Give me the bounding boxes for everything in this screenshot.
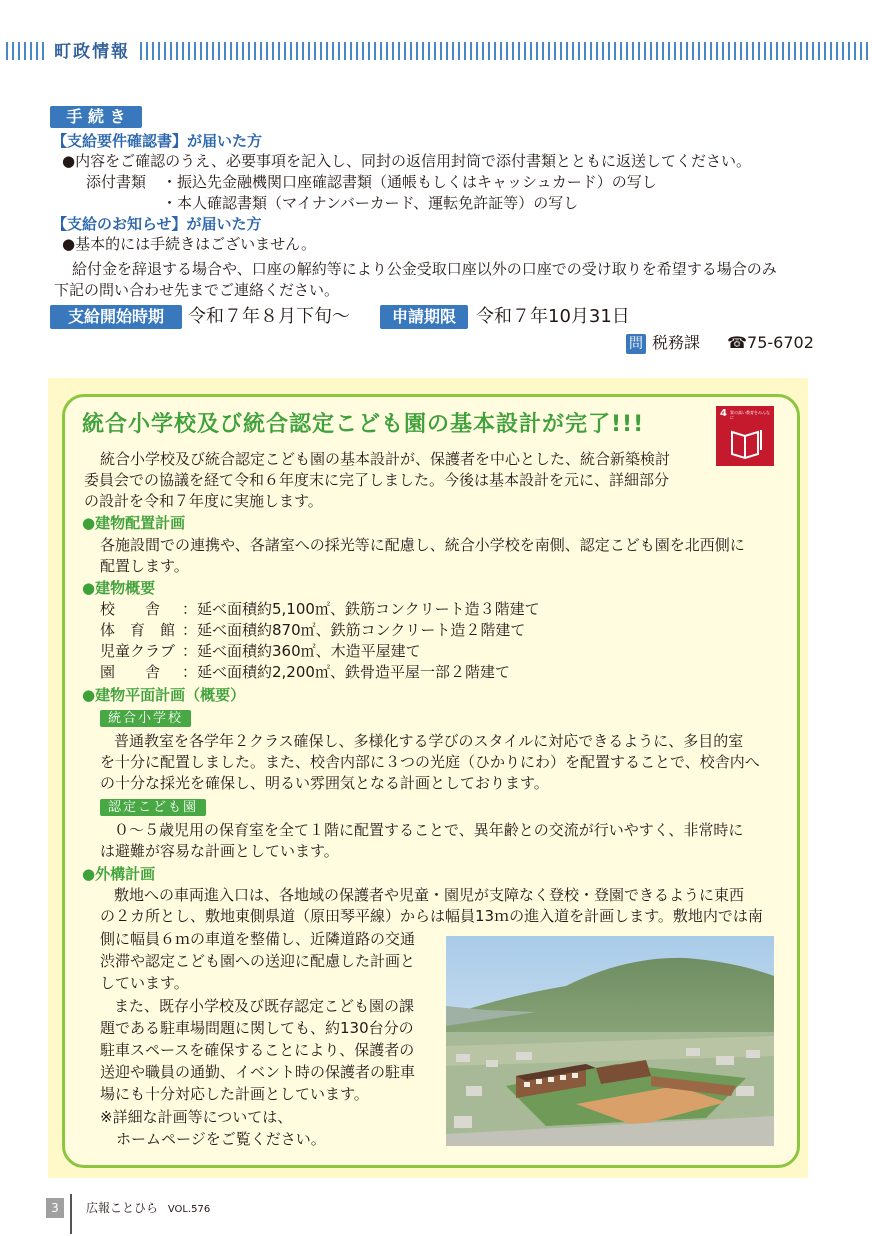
- sdg-4-icon: 4 質の高い教育をみんなに: [716, 406, 774, 466]
- exterior-line-2: の２カ所とし、敷地東側県道（原田琴平線）からは幅員13ｍの進入道を計画します。敷地内では南: [100, 907, 763, 925]
- heading-overview: ●建物概要: [82, 579, 156, 597]
- footer-divider: [70, 1194, 72, 1234]
- kinder-label: 認定こども園: [100, 799, 206, 816]
- exterior-line-8: 駐車スペースを確保することにより、保護者の: [100, 1041, 415, 1059]
- overview-desc-3: ：延べ面積約360㎡、木造平屋建て: [182, 642, 421, 660]
- school-line-2: を十分に配置しました。また、校舎内部に３つの光庭（ひかりにわ）を配置することで、校舎内へ: [100, 753, 760, 771]
- article-title: 統合小学校及び統合認定こども園の基本設計が完了!!!: [82, 412, 645, 437]
- exterior-line-3: 側に幅員６ｍの車道を整備し、近隣道路の交通: [100, 930, 416, 948]
- exterior-line-5: しています。: [100, 974, 189, 992]
- group1-heading: 【支給要件確認書】が届いた方: [52, 132, 263, 150]
- start-label: 支給開始時期: [50, 305, 182, 329]
- group2-bullet: ●基本的には手続きはございません。: [62, 235, 316, 253]
- start-value: 令和７年８月下旬～: [188, 306, 350, 327]
- section-header: [0, 38, 872, 66]
- page-number: 3: [46, 1198, 64, 1218]
- layout-line-1: 各施設間での連携や、各諸室への採光等に配慮し、統合小学校を南側、認定こども園を北西側に: [100, 536, 745, 554]
- overview-desc-1: ：延べ面積約5,100㎡、鉄筋コンクリート造３階建て: [182, 600, 540, 618]
- contact-line: [626, 333, 814, 354]
- exterior-line-6: また、既存小学校及び既存認定こども園の課: [114, 997, 415, 1015]
- note-line-2: 下記の問い合わせ先までご連絡ください。: [54, 281, 340, 299]
- school-aerial-image: [446, 936, 774, 1146]
- deadline-value: 令和７年10月31日: [476, 306, 630, 327]
- attach-item-2: ・本人確認書類（マイナンバーカード、運転免許証等）の写し: [162, 194, 579, 212]
- contact-phone: ☎75-6702: [727, 333, 814, 352]
- attach-item-1: ・振込先金融機関口座確認書類（通帳もしくはキャッシュカード）の写し: [162, 173, 657, 191]
- school-label: 統合小学校: [100, 710, 191, 727]
- inquiry-icon: 問: [626, 334, 646, 354]
- school-line-3: の十分な採光を確保し、明るい雰囲気となる計画としております。: [100, 774, 549, 792]
- deadline-label: 申請期限: [380, 305, 468, 329]
- intro-line-1: 統合小学校及び統合認定こども園の基本設計が、保護者を中心とした、統合新築検討: [100, 450, 671, 468]
- header-stripes-right: [140, 42, 870, 60]
- overview-name-1: 校 舎: [100, 600, 161, 618]
- exterior-note-2: ホームページをご覧ください。: [116, 1130, 326, 1148]
- exterior-note-1: ※詳細な計画等については、: [100, 1108, 293, 1126]
- exterior-line-10: 場にも十分対応した計画としています。: [100, 1085, 369, 1103]
- exterior-line-7: 題である駐車場問題に関しても、約130台分の: [100, 1019, 414, 1037]
- kinder-line-2: は避難が容易な計画としています。: [100, 842, 339, 860]
- note-line-1: 給付金を辞退する場合や、口座の解約等により公金受取口座以外の口座での受け取りを希望する場合のみ: [72, 260, 777, 278]
- header-stripes-left: [6, 42, 48, 60]
- attach-label: 添付書類: [86, 173, 147, 191]
- overview-name-2: 体 育 館: [100, 621, 176, 639]
- group1-bullet: ●内容をご確認のうえ、必要事項を記入し、同封の返信用封筒で添付書類とともに返送してください。: [62, 152, 751, 170]
- section-title: 町政情報: [54, 42, 130, 62]
- overview-desc-2: ：延べ面積約870㎡、鉄筋コンクリート造２階建て: [182, 621, 526, 639]
- exterior-line-4: 渋滞や認定こども園への送迎に配慮した計画と: [100, 952, 416, 970]
- heading-exterior: ●外構計画: [82, 865, 156, 883]
- book-icon: [716, 406, 774, 466]
- overview-name-3: 児童クラブ: [100, 642, 176, 660]
- overview-desc-4: ：延べ面積約2,200㎡、鉄骨造平屋一部２階建て: [182, 663, 510, 681]
- exterior-line-9: 送迎や職員の通勤、イベント時の保護者の駐車: [100, 1063, 416, 1081]
- procedures-label: 手 続 き: [50, 106, 142, 128]
- intro-line-2: 委員会での協議を経て令和６年度末に完了しました。今後は基本設計を元に、詳細部分: [84, 471, 670, 489]
- intro-line-3: の設計を令和７年度に実施します。: [84, 492, 323, 510]
- exterior-line-1: 敷地への車両進入口は、各地域の保護者や児童・園児が支障なく登校・登園できるように東西: [114, 886, 745, 904]
- heading-floor-plan: ●建物平面計画（概要）: [82, 686, 246, 704]
- kinder-line-1: ０～５歳児用の保育室を全て１階に配置することで、異年齢との交流が行いやすく、非常時に: [114, 821, 744, 839]
- footer-publication: 広報ことひら VOL.576: [86, 1201, 211, 1215]
- contact-dept: 税務課: [652, 333, 701, 352]
- group2-heading: 【支給のお知らせ】が届いた方: [52, 215, 262, 233]
- overview-name-4: 園 舎: [100, 663, 161, 681]
- school-line-1: 普通教室を各学年２クラス確保し、多様化する学びのスタイルに対応できるように、多目的室: [114, 732, 744, 750]
- heading-layout: ●建物配置計画: [82, 514, 186, 532]
- layout-line-2: 配置します。: [100, 557, 189, 575]
